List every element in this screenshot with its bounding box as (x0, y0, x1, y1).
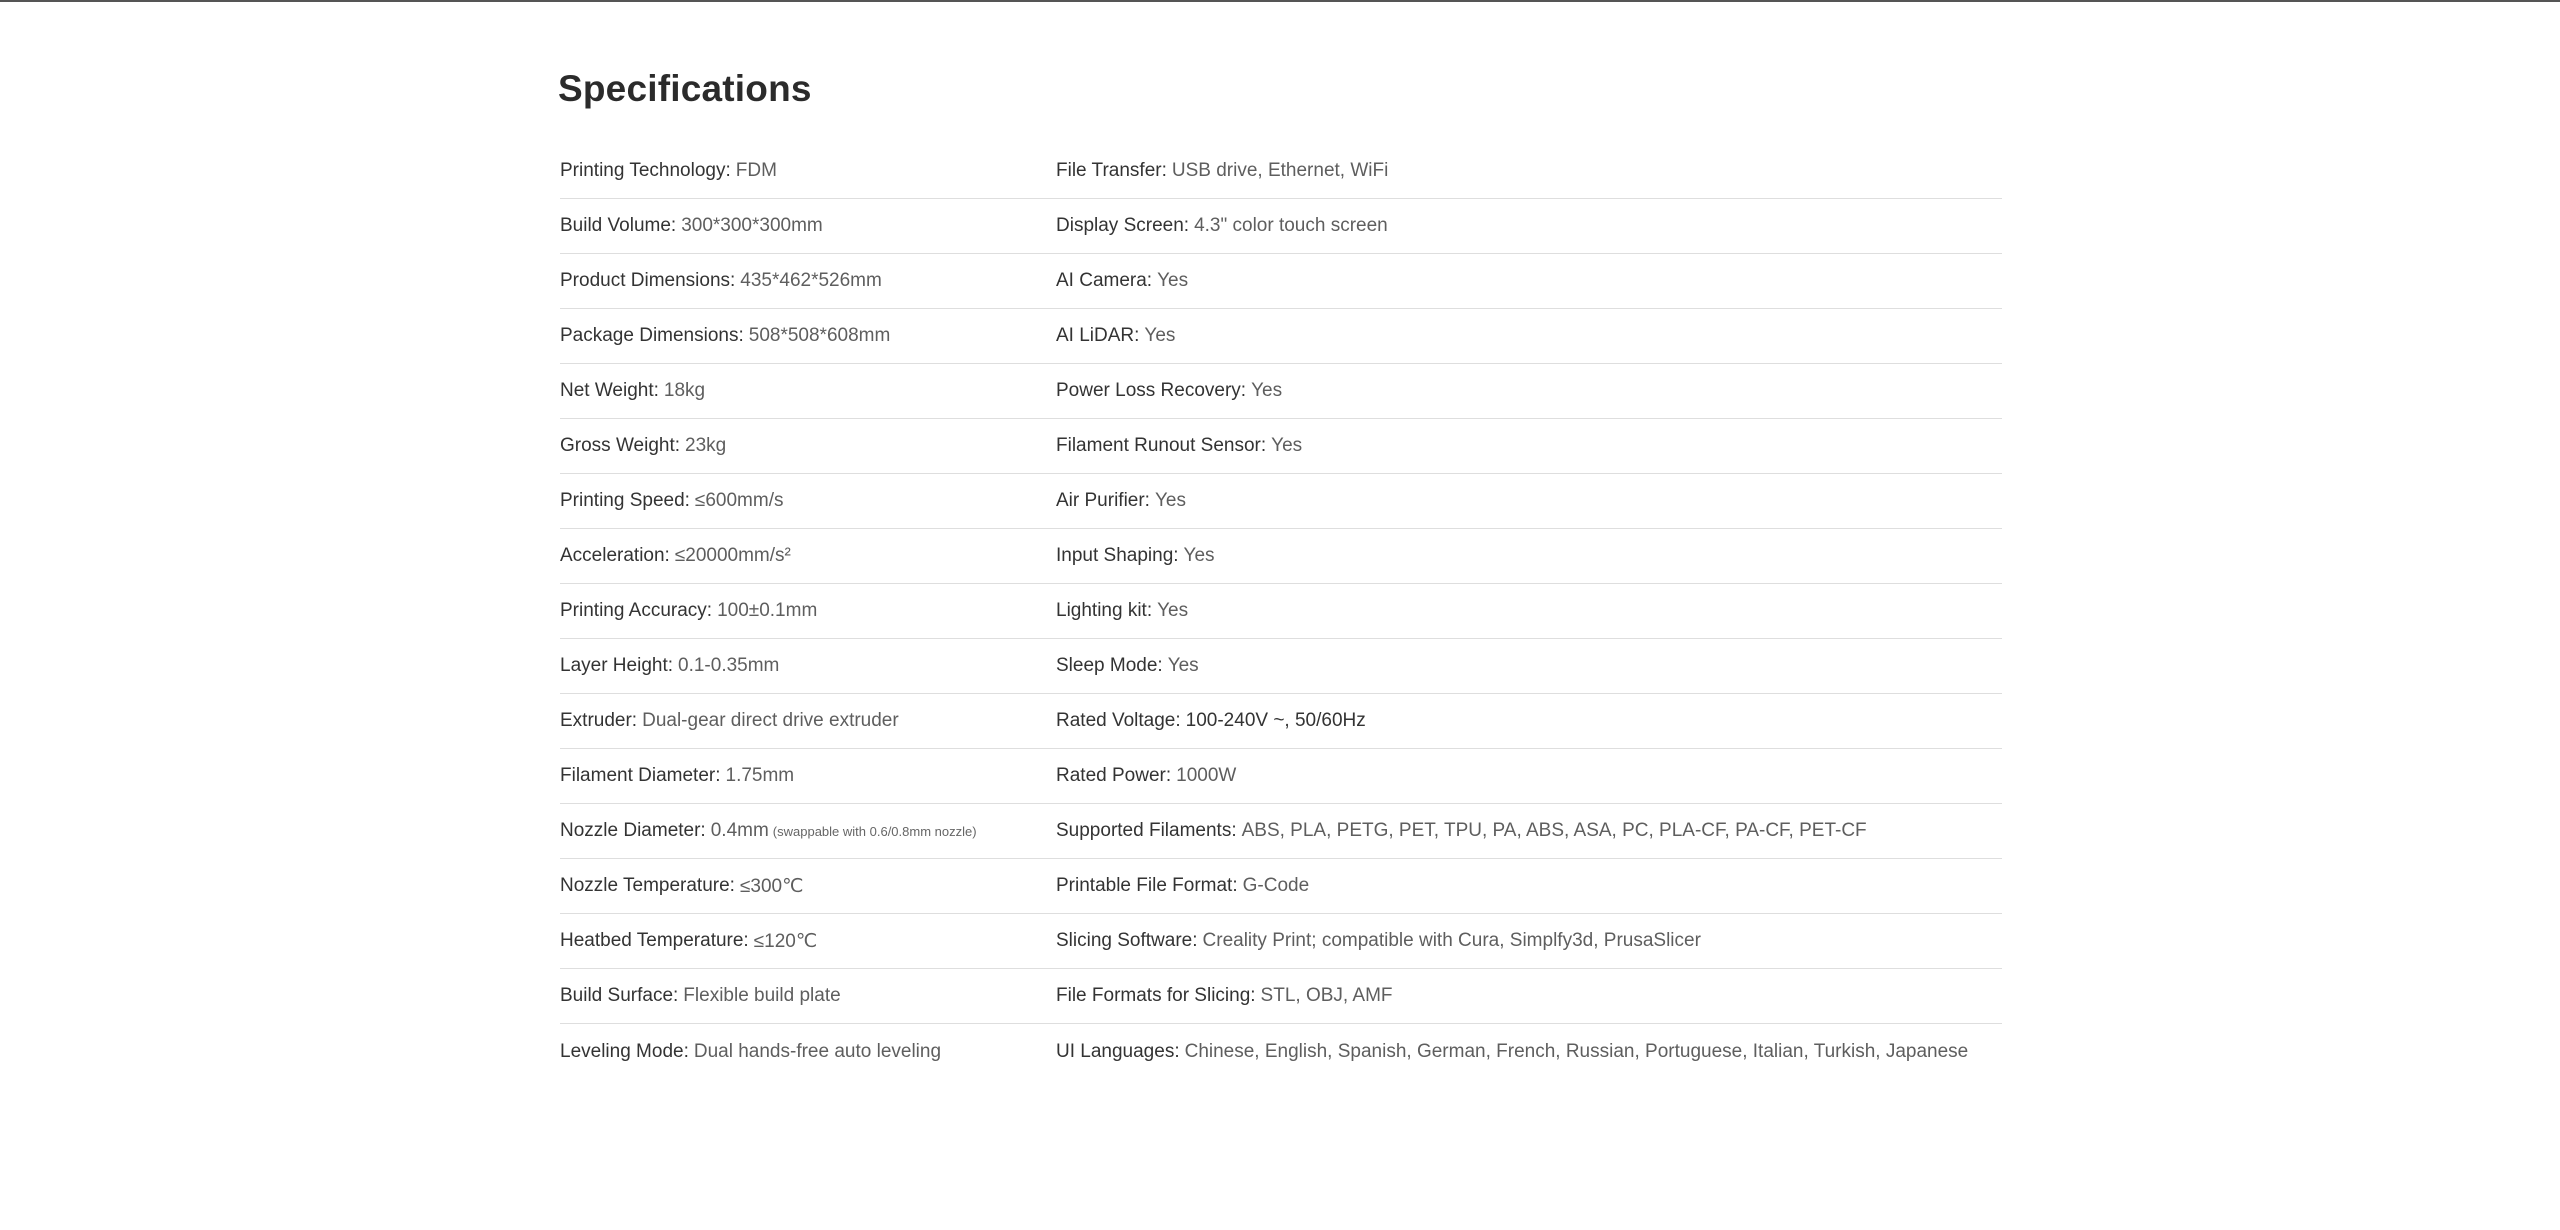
section-title: Specifications (558, 68, 812, 109)
spec-row (560, 859, 1056, 914)
spec-value: FDM (735, 160, 777, 181)
spec-label: AI LiDAR: (1056, 325, 1140, 346)
spec-label: Input Shaping: (1056, 545, 1179, 566)
spec-label: Printing Technology: (560, 160, 731, 181)
spec-row (560, 1024, 1056, 1079)
spec-row (560, 804, 1056, 859)
spec-note: (swappable with 0.6/0.8mm nozzle) (772, 823, 977, 839)
spec-grid (560, 144, 2002, 1079)
spec-label: Filament Runout Sensor: (1056, 435, 1267, 456)
spec-value: 508*508*608mm (748, 325, 891, 346)
spec-row (1056, 749, 2002, 804)
spec-row (1056, 969, 2002, 1024)
spec-value: Chinese, English, Spanish, German, French, Russian, Portuguese, Italian, Turkish, Japanese (1184, 1040, 1969, 1062)
spec-row (1056, 474, 2002, 529)
spec-label: File Formats for Slicing: (1056, 985, 1256, 1006)
spec-value: ≤120℃ (753, 930, 818, 952)
spec-row (1056, 584, 2002, 639)
spec-label: Package Dimensions: (560, 325, 744, 346)
spec-label: Layer Height: (560, 655, 674, 676)
spec-value: 1000W (1176, 765, 1237, 786)
spec-value: Yes (1157, 600, 1189, 621)
spec-column-right (1056, 144, 2002, 1079)
spec-value: Yes (1157, 270, 1189, 291)
spec-row (560, 694, 1056, 749)
spec-value: ≤20000mm/s² (674, 545, 791, 566)
spec-row (560, 144, 1056, 199)
spec-row (560, 639, 1056, 694)
spec-value: Dual hands-free auto leveling (693, 1040, 942, 1062)
spec-value: Yes (1183, 545, 1215, 566)
spec-row (560, 309, 1056, 364)
spec-label: Air Purifier: (1056, 490, 1150, 511)
spec-row (1056, 199, 2002, 254)
spec-row (1056, 804, 2002, 859)
spec-value: Yes (1154, 490, 1186, 511)
spec-row (1056, 859, 2002, 914)
spec-column-left (560, 144, 1056, 1079)
spec-value: Flexible build plate (683, 985, 841, 1006)
spec-label: Net Weight: (560, 380, 659, 401)
spec-value: Dual-gear direct drive extruder (642, 710, 899, 731)
spec-label: File Transfer: (1056, 160, 1167, 181)
spec-label: Printing Accuracy: (560, 600, 713, 621)
spec-value: Yes (1144, 325, 1176, 346)
spec-label: Lighting kit: (1056, 600, 1153, 621)
spec-label: Build Surface: (560, 985, 679, 1006)
spec-label: Product Dimensions: (560, 270, 736, 291)
spec-row (560, 364, 1056, 419)
spec-label: Sleep Mode: (1056, 655, 1163, 676)
spec-row (560, 969, 1056, 1024)
spec-value: 4.3" color touch screen (1194, 215, 1388, 236)
spec-value: 100±0.1mm (717, 600, 818, 621)
spec-row (560, 749, 1056, 804)
spec-value: 100-240V ~, 50/60Hz (1185, 710, 1366, 731)
spec-row (560, 419, 1056, 474)
spec-value: Yes (1167, 655, 1199, 676)
spec-label: Heatbed Temperature: (560, 930, 749, 951)
spec-label: Nozzle Temperature: (560, 875, 735, 896)
spec-label: Printing Speed: (560, 490, 690, 511)
spec-row (560, 199, 1056, 254)
spec-label: Rated Voltage: (1056, 710, 1181, 731)
spec-label: Build Volume: (560, 215, 677, 236)
spec-row (1056, 529, 2002, 584)
spec-row (1056, 309, 2002, 364)
spec-row (1056, 639, 2002, 694)
spec-label: Filament Diameter: (560, 765, 721, 786)
spec-value: STL, OBJ, AMF (1260, 985, 1393, 1006)
spec-label: Gross Weight: (560, 435, 681, 456)
spec-value: G-Code (1242, 875, 1310, 896)
spec-row (1056, 914, 2002, 969)
spec-value: 1.75mm (725, 765, 795, 786)
spec-value: Yes (1251, 380, 1283, 401)
spec-label: Supported Filaments: (1056, 820, 1237, 841)
spec-value: Creality Print; compatible with Cura, Simplfy3d, PrusaSlicer (1202, 930, 1701, 951)
spec-label: Slicing Software: (1056, 930, 1198, 951)
spec-row (560, 254, 1056, 309)
spec-label: Display Screen: (1056, 215, 1190, 236)
spec-row (1056, 694, 2002, 749)
spec-row (1056, 1024, 2002, 1079)
spec-value: 435*462*526mm (740, 270, 882, 291)
spec-label: Extruder: (560, 710, 638, 731)
spec-value: USB drive, Ethernet, WiFi (1171, 160, 1389, 181)
spec-value: Yes (1271, 435, 1303, 456)
spec-row (1056, 254, 2002, 309)
spec-row (560, 474, 1056, 529)
spec-label: Nozzle Diameter: (560, 820, 706, 841)
spec-value: 0.4mm (710, 820, 769, 841)
spec-label: Leveling Mode: (560, 1040, 689, 1062)
spec-label: Printable File Format: (1056, 875, 1238, 896)
spec-row (560, 584, 1056, 639)
spec-row (560, 914, 1056, 969)
spec-value: 300*300*300mm (681, 215, 823, 236)
spec-label: Rated Power: (1056, 765, 1172, 786)
spec-value: 18kg (663, 380, 706, 401)
spec-value: 0.1-0.35mm (678, 655, 780, 676)
spec-label: UI Languages: (1056, 1040, 1180, 1062)
spec-value: ABS, PLA, PETG, PET, TPU, PA, ABS, ASA, PC, PLA-CF, PA-CF, PET-CF (1241, 820, 1867, 841)
spec-row (1056, 419, 2002, 474)
spec-label: Acceleration: (560, 545, 670, 566)
spec-value: 23kg (685, 435, 727, 456)
top-divider (0, 0, 2560, 2)
spec-row (560, 529, 1056, 584)
spec-row (1056, 364, 2002, 419)
spec-label: Power Loss Recovery: (1056, 380, 1247, 401)
spec-value: ≤600mm/s (694, 490, 784, 511)
spec-label: AI Camera: (1056, 270, 1153, 291)
spec-row (1056, 144, 2002, 199)
spec-value: ≤300℃ (739, 875, 804, 897)
